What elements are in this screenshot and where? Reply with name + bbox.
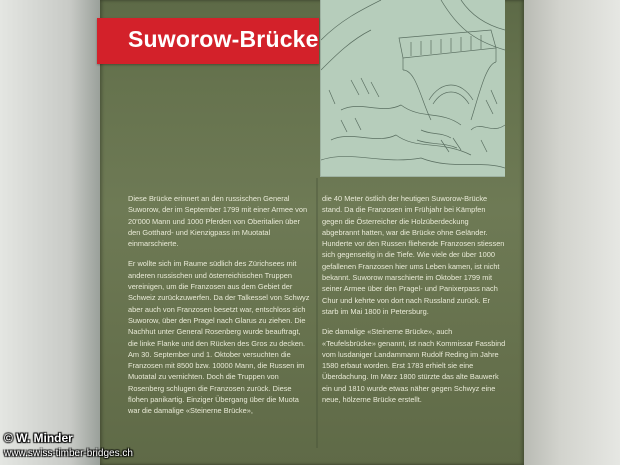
- paragraph: Die damalige «Steinerne Brücke», auch «Teufelsbrücke» genannt, ist nach Kommissar Fassbind vom lusdaniger Landammann Rudolf Reding im Jahre 1580 erbaut worden. Erst 1783 erhielt sie eine Überdachung. Im März 1800 stürzte das alte Bauwerk ein und 1810 wurde etwas näher gegen Schwyz eine neue, hölzerne Brücke erstellt.: [322, 327, 506, 405]
- column-divider: [316, 178, 318, 448]
- paragraph: Er wollte sich im Raume südlich des Zürichsees mit anderen russischen und österreichischen Truppen vereinigen, um die Franzosen aus dem Gebiet der Schweiz zurückzuwerfen. Da der Talkessel von Schwyz aber auch von Franzosen besetzt war, entschloss sich Suworow, über den Pragel nach Glarus zu ziehen. Die Nachhut unter General Rosenberg wurde beauftragt, die linke Flanke und den Rücken des Gros zu decken. Am 30. September und 1. Oktober versuchten die Franzosen mit 8500 bzw. 10000 Mann, die Russen im Muotatal zu vernichten. Doch die Truppen von Rosenberg schlugen die Franzosen zurück. Diese flohen panikartig. Einziger Übergang über die Muota war die damalige «Steinerne Brücke»,: [128, 259, 310, 416]
- background-wall-left: [0, 0, 100, 465]
- copyright-credit: © W. Minder: [4, 431, 73, 445]
- paragraph: Diese Brücke erinnert an den russischen General Suworow, der im September 1799 mit einer Armee von 20'000 Mann und 1000 Pferden von Oberitalien über den Gotthard- und Kienzigpass im Muotatal einmarschierte.: [128, 194, 308, 249]
- title-banner: [97, 18, 319, 64]
- left-text-column: [128, 193, 312, 426]
- bridge-illustration: [321, 0, 505, 176]
- background-wall-right: [520, 0, 620, 465]
- paragraph: die 40 Meter östlich der heutigen Suworow-Brücke stand. Da die Franzosen im Frühjahr bei Kämpfen gegen die Österreicher die Holzüberdeckung abgebrannt hatten, war die Brücke ohne Geländer. Hunderte vor den Russen fliehende Franzosen stiessen sich gegenseitig in die Tiefe. Wie viele der über 1000 gefallenen Franzosen hier ums Leben kamen, ist nicht bekannt. Suworow marschierte im Oktober 1799 mit seiner Armee über den Pragel- und Panixerpass nach Chur und kehrte von dort nach Russland zurück. Er starb im Mai 1800 in Petersburg.: [322, 194, 505, 316]
- page-title: Suworow-Brücke: [128, 26, 319, 52]
- website-credit: www.swiss-timber-bridges.ch: [4, 448, 133, 459]
- right-text-column: [322, 193, 506, 414]
- bridge-sketch: [320, 0, 505, 177]
